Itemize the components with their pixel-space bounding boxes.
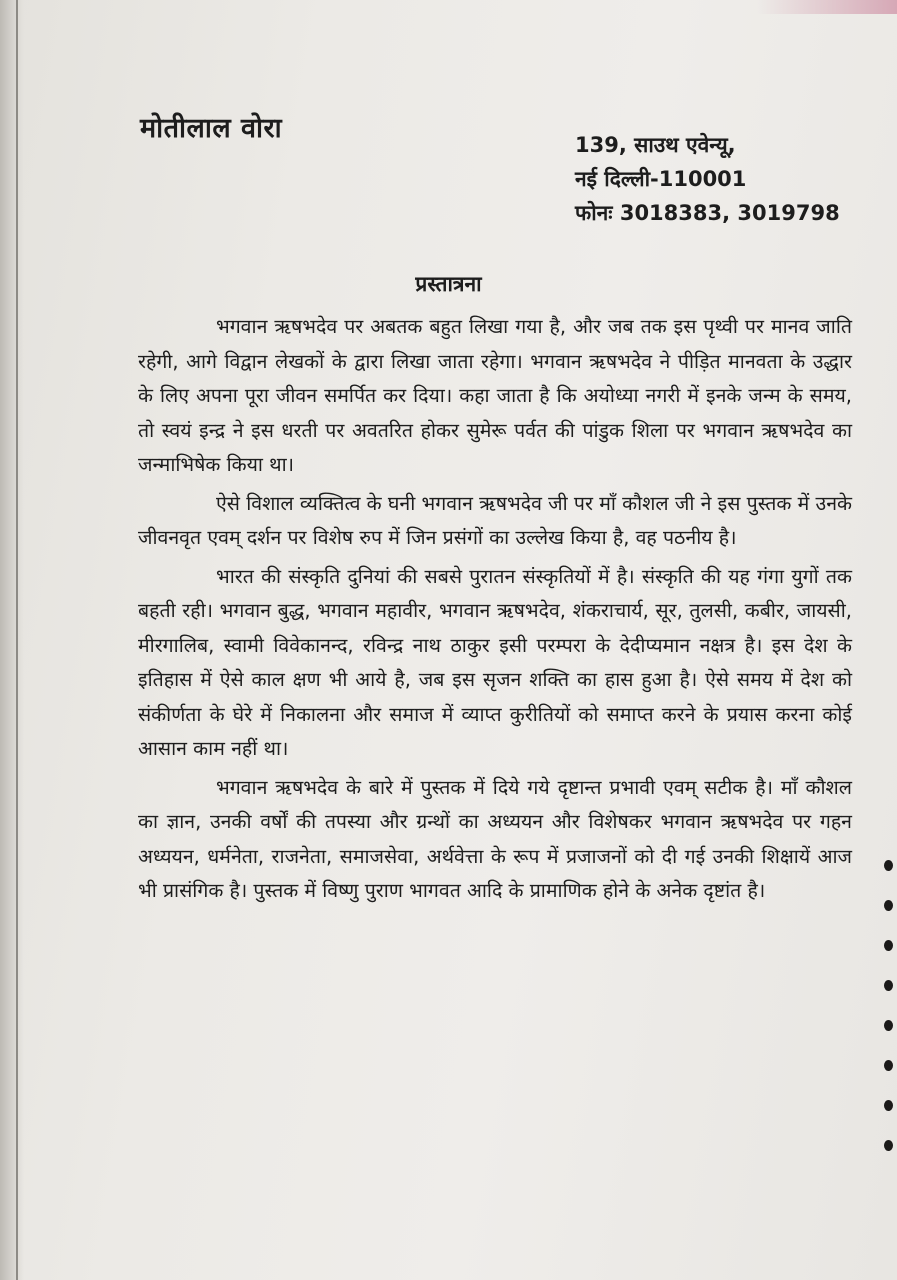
sender-name: मोतीलाल वोरा [140,113,283,144]
binding-hole [884,900,893,911]
address-line-1: 139, साउथ एवेन्यू, [575,133,736,157]
binding-hole [884,860,893,871]
binding-hole [884,1020,893,1031]
paragraph: भारत की संस्कृति दुनियां की सबसे पुरातन संस्कृतियों में है। संस्कृति की यह गंगा युगों तक बहती रही। भगवान बुद्ध, भगवान महावीर, भगवान ऋषभदेव, शंकराचार्य, सूर, तुलसी, कबीर, जायसी, मीरगालिब, स्वामी विवेकानन्द, रविन्द्र नाथ ठाकुर इसी परम्परा के देदीप्यमान नक्षत्र है। इस देश के इतिहास में ऐसे काल क्षण भी आये है, जब इस सृजन शक्ति का हास हुआ है। ऐसे समय में देश को संकीर्णता के घेरे में निकालना और समाज में व्याप्त कुरीतियों को समाप्त करने के प्रयास करना कोई आसान काम नहीं था। [138,564,852,760]
binding-hole [884,1140,893,1151]
spiral-binding-holes [877,860,897,1180]
sender-address [575,128,840,230]
binding-hole [884,1060,893,1071]
binding-hole [884,940,893,951]
binding-line [16,0,18,1280]
document-body [138,310,852,913]
phone-numbers: फोनः 3018383, 3019798 [575,201,840,225]
binding-hole [884,1100,893,1111]
document-title: प्रस्तात्रना [415,272,482,296]
address-line-2: नई दिल्ली-110001 [575,167,747,191]
page-left-edge [0,0,24,1280]
paragraph: ऐसे विशाल व्यक्तित्व के घनी भगवान ऋषभदेव जी पर माँ कौशल जी ने इस पुस्तक में उनके जीवनवृत एवम् दर्शन पर विशेष रुप में जिन प्रसंगों का उल्लेख किया है, वह पठनीय है। [138,491,852,549]
binding-hole [884,980,893,991]
paragraph: भगवान ऋषभदेव के बारे में पुस्तक में दिये गये दृष्टान्त प्रभावी एवम् सटीक है। माँ कौशल का ज्ञान, उनकी वर्षों की तपस्या और ग्रन्थों का अध्ययन और विशेषकर भगवान ऋषभदेव पर गहन अध्ययन, धर्मनेता, राजनेता, समाजसेवा, अर्थवेत्ता के रूप में प्रजाजनों को दी गई उनकी शिक्षायें आज भी प्रासंगिक है। पुस्तक में विष्णु पुराण भागवत आदि के प्रामाणिक होने के अनेक दृष्टांत है। [138,775,852,902]
corner-shadow [757,0,897,14]
paragraph: भगवान ऋषभदेव पर अबतक बहुत लिखा गया है, और जब तक इस पृथ्वी पर मानव जाति रहेगी, आगे विद्वान लेखकों के द्वारा लिखा जाता रहेगा। भगवान ऋषभदेव ने पीड़ित मानवता के उद्धार के लिए अपना पूरा जीवन समर्पित कर दिया। कहा जाता है कि अयोध्या नगरी में इनके जन्म के समय, तो स्वयं इन्द्र ने इस धरती पर अवतरित होकर सुमेरू पर्वत की पांडुक शिला पर भगवान ऋषभदेव का जन्माभिषेक किया था। [138,315,852,476]
